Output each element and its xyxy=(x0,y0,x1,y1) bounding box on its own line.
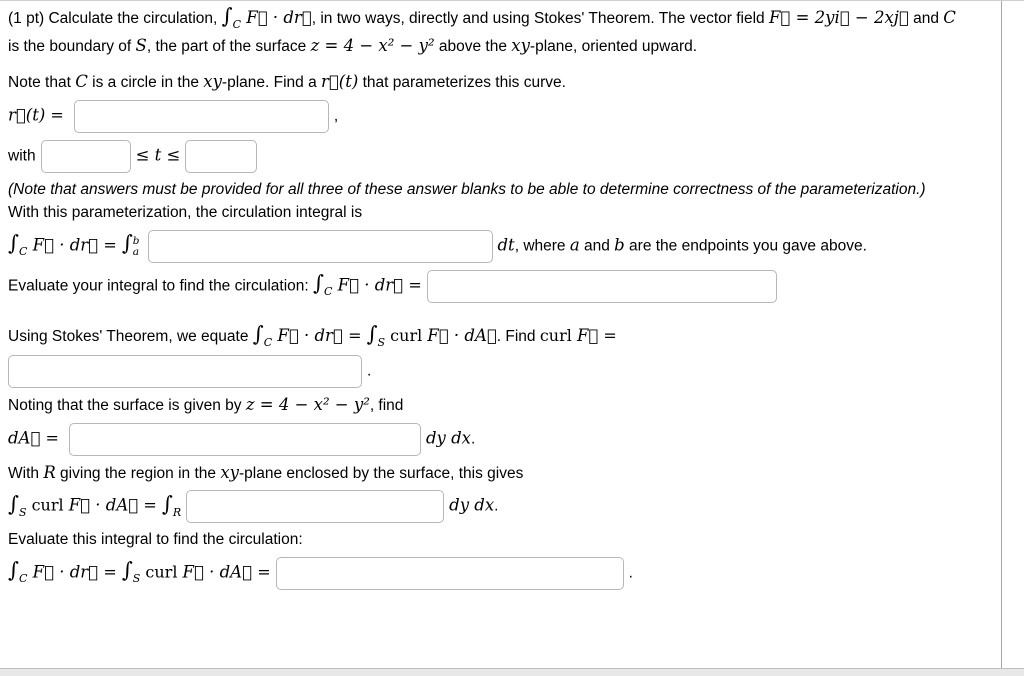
integral-s xyxy=(121,558,141,586)
curl-operator: curl xyxy=(539,325,577,345)
integral-subscript: C xyxy=(263,335,273,349)
equals-sign: = xyxy=(103,562,122,582)
text-segment: , where xyxy=(514,237,570,255)
period: . xyxy=(470,430,476,448)
text-segment: , in two ways, directly and using Stokes' Theorem. The vector field xyxy=(311,10,769,27)
integral-r xyxy=(161,491,182,519)
circulation-stokes-input[interactable] xyxy=(276,557,624,590)
text-segment: (1 pt) Calculate the circulation, xyxy=(8,10,222,27)
text-segment: . Find xyxy=(496,327,540,345)
text-segment: , find xyxy=(369,396,404,414)
text-segment: -plane. Find a xyxy=(221,74,322,92)
text-segment: -plane enclosed by the surface, this gives xyxy=(238,464,524,482)
upper-limit: b xyxy=(132,235,140,248)
text-segment: is the boundary of xyxy=(8,37,136,55)
integral-ab xyxy=(121,231,143,259)
comma: , xyxy=(333,107,339,125)
text-segment: -plane, oriented upward. xyxy=(529,37,698,55)
stokes-statement-row xyxy=(8,321,964,350)
dydx-label: dy dx xyxy=(425,428,471,448)
curl-operator: curl xyxy=(140,562,183,582)
equals-sign: = xyxy=(598,325,617,345)
t-lower-input[interactable] xyxy=(41,140,131,173)
integral-sign: ∫ xyxy=(8,491,19,516)
equals-sign: = xyxy=(103,235,122,255)
right-divider xyxy=(1001,1,1002,668)
dA-answer-row xyxy=(8,421,964,458)
math-expr: F⃗ · dr⃗ xyxy=(332,275,409,295)
text-segment: is a circle in the xyxy=(87,74,204,92)
math-expr: F⃗ · dA⃗ xyxy=(68,495,144,515)
problem-statement xyxy=(8,6,964,58)
integral-subscript: C xyxy=(18,572,28,586)
math-expr: F⃗ xyxy=(576,325,599,345)
integral-sign: ∫ xyxy=(161,491,173,516)
problem-content xyxy=(0,1,998,592)
integral-sign: ∫ xyxy=(8,558,19,583)
dt-label: dt xyxy=(497,235,515,255)
surface-equation: z = 4 − x² − y² xyxy=(310,35,435,55)
with-label: with xyxy=(8,147,36,165)
final-answer-row xyxy=(8,555,964,592)
integral-s xyxy=(366,321,386,349)
leq-t-leq: ≤ t ≤ xyxy=(135,145,181,165)
period: . xyxy=(367,362,372,380)
integral-subscript: R xyxy=(172,505,182,519)
math-expr: F⃗ · dA⃗ xyxy=(427,325,497,345)
integral-subscript: S xyxy=(132,572,141,586)
integral-c xyxy=(221,4,242,31)
circulation-integral-row xyxy=(8,228,964,265)
math-expr: F⃗ · dr⃗ xyxy=(272,325,349,345)
integral-c xyxy=(8,558,28,586)
text-segment: that parameterizes this curve. xyxy=(358,74,566,92)
integrand-input[interactable] xyxy=(148,230,493,263)
math-expr: C xyxy=(943,8,956,27)
integral-sign: ∫ xyxy=(121,558,133,583)
math-expr: a xyxy=(569,235,580,255)
text-segment: Using Stokes' Theorem, we equate xyxy=(8,327,253,345)
rt-input[interactable] xyxy=(74,100,329,133)
math-expr: r⃗(t) xyxy=(321,72,359,92)
integral-s xyxy=(8,491,27,519)
math-expr: F⃗ · dr⃗ xyxy=(27,562,104,582)
dydx-label: dy dx xyxy=(449,495,495,515)
text-segment: Evaluate your integral to find the circulation: xyxy=(8,277,314,295)
integral-subscript: C xyxy=(323,285,333,299)
surface-integral-row xyxy=(8,488,964,525)
text-segment: With xyxy=(8,464,44,482)
parameterization-lead: With this parameterization, the circulation integral is xyxy=(8,204,363,222)
lower-limit: a xyxy=(132,246,140,259)
curl-input[interactable] xyxy=(8,355,362,388)
math-expr: F⃗ · dr⃗ xyxy=(27,235,104,255)
equals-sign: = xyxy=(40,428,64,448)
integral-subscript: S xyxy=(18,505,27,519)
surface-equation: z = 4 − x² − y² xyxy=(245,394,370,414)
equals-sign: = xyxy=(408,275,422,295)
surface-note xyxy=(8,393,964,418)
integral-subscript: C xyxy=(18,245,28,259)
math-expr: R xyxy=(43,462,56,482)
t-upper-input[interactable] xyxy=(185,140,257,173)
t-range-row xyxy=(8,138,964,175)
circulation-direct-input[interactable] xyxy=(427,270,777,303)
integral-sign: ∫ xyxy=(221,4,233,28)
math-expr: F⃗ · dr⃗ xyxy=(241,8,312,27)
curl-operator: curl xyxy=(385,325,428,345)
parameterize-instruction xyxy=(8,70,964,95)
rt-answer-row xyxy=(8,98,964,135)
text-segment: Noting that the surface is given by xyxy=(8,396,246,414)
integral-sign: ∫ xyxy=(8,231,19,256)
math-expr: xy xyxy=(220,462,239,482)
integral-limits xyxy=(133,236,140,258)
text-segment: and xyxy=(579,237,615,255)
dA-input[interactable] xyxy=(69,423,421,456)
period: . xyxy=(628,564,633,582)
math-expr: F⃗ · dA⃗ xyxy=(182,562,258,582)
region-note xyxy=(8,461,964,486)
math-expr: S xyxy=(135,35,147,55)
math-expr: C xyxy=(75,72,88,92)
text-segment: above the xyxy=(434,37,512,55)
integral-sign: ∫ xyxy=(252,321,264,346)
integral-sign: ∫ xyxy=(366,321,378,346)
period: . xyxy=(494,497,499,515)
rt-label: r⃗(t) xyxy=(8,105,46,125)
vector-field-expr: F⃗ = 2yi⃗ − 2xj⃗ xyxy=(768,8,909,27)
integral-c xyxy=(252,321,273,349)
math-expr: xy xyxy=(511,35,530,55)
spacer xyxy=(8,308,964,321)
integral-subscript: C xyxy=(232,18,242,31)
integral-sign: ∫ xyxy=(121,231,133,256)
equals-sign: = xyxy=(45,105,69,125)
text-segment: giving the region in the xyxy=(55,464,221,482)
text-segment: Note that xyxy=(8,74,76,92)
equals-sign: = xyxy=(348,325,367,345)
integral-sign: ∫ xyxy=(313,271,324,296)
math-expr: xy xyxy=(203,72,222,92)
equals-sign: = xyxy=(257,562,271,582)
dA-label: dA⃗ xyxy=(8,428,41,448)
integral-c xyxy=(313,271,333,299)
text-segment: , the part of the surface xyxy=(146,37,311,55)
integral-subscript: S xyxy=(377,335,386,349)
equals-sign: = xyxy=(143,495,162,515)
evaluate-direct-row xyxy=(8,268,964,305)
math-expr: b xyxy=(614,235,625,255)
region-integrand-input[interactable] xyxy=(186,490,444,523)
final-evaluate-lead: Evaluate this integral to find the circulation: xyxy=(8,531,303,549)
text-segment: are the endpoints you gave above. xyxy=(624,237,867,255)
curl-answer-row xyxy=(8,353,964,390)
text-segment: and xyxy=(908,10,944,27)
integral-c xyxy=(8,231,28,259)
curl-operator: curl xyxy=(26,495,69,515)
answer-blanks-note: (Note that answers must be provided for all three of these answer blanks to be able to determine correctness of the parameterization.) xyxy=(8,181,926,198)
